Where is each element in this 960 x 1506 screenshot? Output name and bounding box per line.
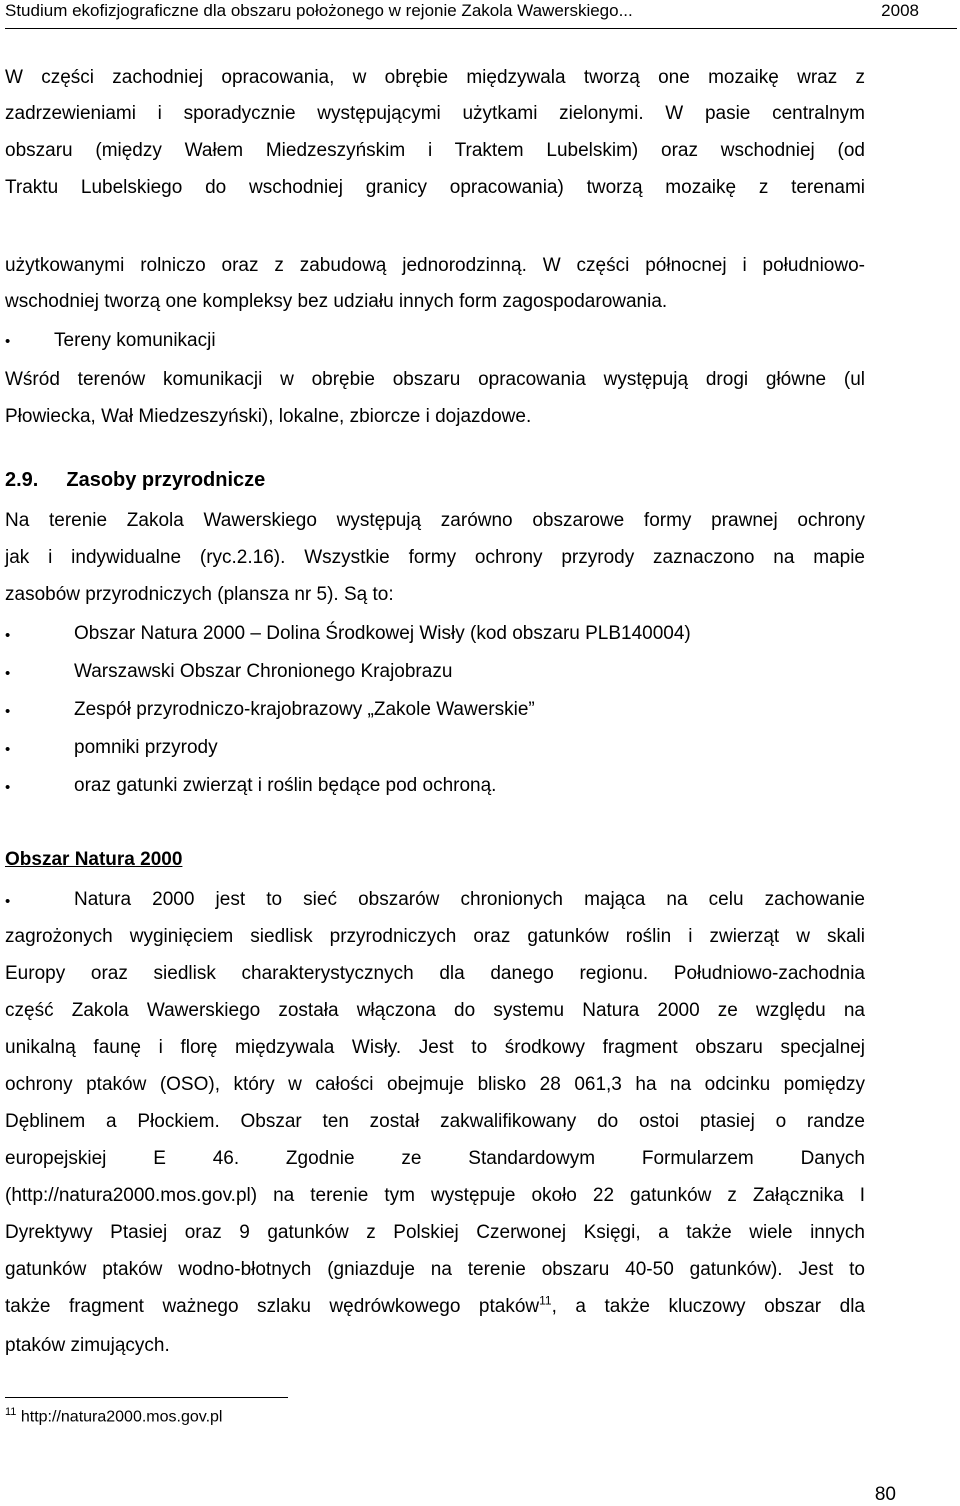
body-line: zadrzewieniami i sporadycznie występującymi użytkami zielonymi. W pasie centralnym [5,103,865,124]
page-number: 80 [874,1484,896,1505]
body-line: Na terenie Zakola Wawerskiego występują zarówno obszarowe formy prawnej ochrony [5,510,865,531]
body-line [5,1293,865,1318]
header-year: 2008 [881,1,919,20]
bullet-icon: • [5,703,11,720]
body-line: Płowiecka, Wał Miedzeszyński), lokalne, zbiorcze i dojazdowe. [5,406,532,427]
footnote-mark: 11 [5,1406,17,1418]
list-item: pomniki przyrody [74,737,218,758]
body-line: Traktu Lubelskiego do wschodniej granicy opracowania) tworzą mozaikę z terenami [5,177,865,198]
section-title: Zasoby przyrodnicze [66,469,266,491]
body-line: ochrony ptaków (OSO), który w całości obejmuje blisko 28 061,3 ha na odcinku pomiędzy [5,1074,865,1095]
list-item: Warszawski Obszar Chronionego Krajobrazu [74,661,453,682]
header-title: Studium ekofizjograficzne dla obszaru położonego w rejonie Zakola Wawerskiego... [5,1,633,20]
body-line: Dęblinem a Płockiem. Obszar ten został zakwalifikowany do ostoi ptasiej o randze [5,1111,865,1132]
footnote [5,1406,222,1426]
body-line: użytkowanymi rolniczo oraz z zabudową jednorodzinną. W części północnej i południowo- [5,255,865,276]
line-text: , a także kluczowy obszar dla [551,1296,865,1317]
body-line: jak i indywidualne (ryc.2.16). Wszystkie formy ochrony przyrody zaznaczono na mapie [5,547,865,568]
line-text: także fragment ważnego szlaku wędrówkowego ptaków [5,1296,540,1317]
footnote-separator [5,1397,288,1398]
running-header [5,0,957,29]
footnote-reference[interactable]: 11 [539,1293,552,1308]
bullet-icon: • [5,893,11,910]
body-line: wschodniej tworzą one kompleksy bez udziału innych form zagospodarowania. [5,291,668,312]
body-line: Dyrektywy Ptasiej oraz 9 gatunków z Polskiej Czerwonej Księgi, a także wiele innych [5,1222,865,1243]
body-line: zasobów przyrodniczych (plansza nr 5). Są to: [5,584,394,605]
list-item: oraz gatunki zwierząt i roślin będące pod ochroną. [74,775,497,796]
list-item: Zespół przyrodniczo-krajobrazowy „Zakole Wawerskie” [74,699,535,720]
body-line: obszaru (między Wałem Miedzeszyńskim i Traktem Lubelskim) oraz wschodniej (od [5,140,865,161]
body-line: Europy oraz siedlisk charakterystycznych dla danego regionu. Południowo-zachodnia [5,963,865,984]
body-line: (http://natura2000.mos.gov.pl) na terenie tym występuje około 22 gatunków z Załącznika I [5,1185,865,1206]
footnote-text: http://natura2000.mos.gov.pl [16,1408,223,1426]
list-item: Obszar Natura 2000 – Dolina Środkowej Wisły (kod obszaru PLB140004) [74,623,691,644]
body-line: Wśród terenów komunikacji w obrębie obszaru opracowania występują drogi główne (ul [5,369,865,390]
body-line: Natura 2000 jest to sieć obszarów chronionych mająca na celu zachowanie [74,889,865,910]
body-line: ptaków zimujących. [5,1335,170,1356]
body-line: W części zachodniej opracowania, w obrębie międzywala tworzą one mozaikę wraz z [5,67,865,88]
body-line: gatunków ptaków wodno-błotnych (gniazduje na terenie obszaru 40-50 gatunków). Jest to [5,1259,865,1280]
bullet-label-transport: Tereny komunikacji [54,330,216,351]
body-line: część Zakola Wawerskiego została włączona do systemu Natura 2000 ze względu na [5,1000,865,1021]
bullet-icon: • [5,665,11,682]
section-number: 2.9. [5,469,39,491]
bullet-icon: • [5,741,11,758]
body-line: europejskiej E 46. Zgodnie ze Standardowym Formularzem Danych [5,1148,865,1169]
bullet-icon: • [5,627,11,644]
body-line: unikalną faunę i florę międzywala Wisły. Jest to środkowy fragment obszaru specjalnej [5,1037,865,1058]
bullet-icon: • [5,779,11,796]
bullet-icon: • [5,333,11,350]
body-line: zagrożonych wyginięciem siedlisk przyrodniczych oraz gatunków roślin i zwierząt w skali [5,926,865,947]
section-heading [5,469,265,492]
subsection-heading: Obszar Natura 2000 [5,849,183,870]
